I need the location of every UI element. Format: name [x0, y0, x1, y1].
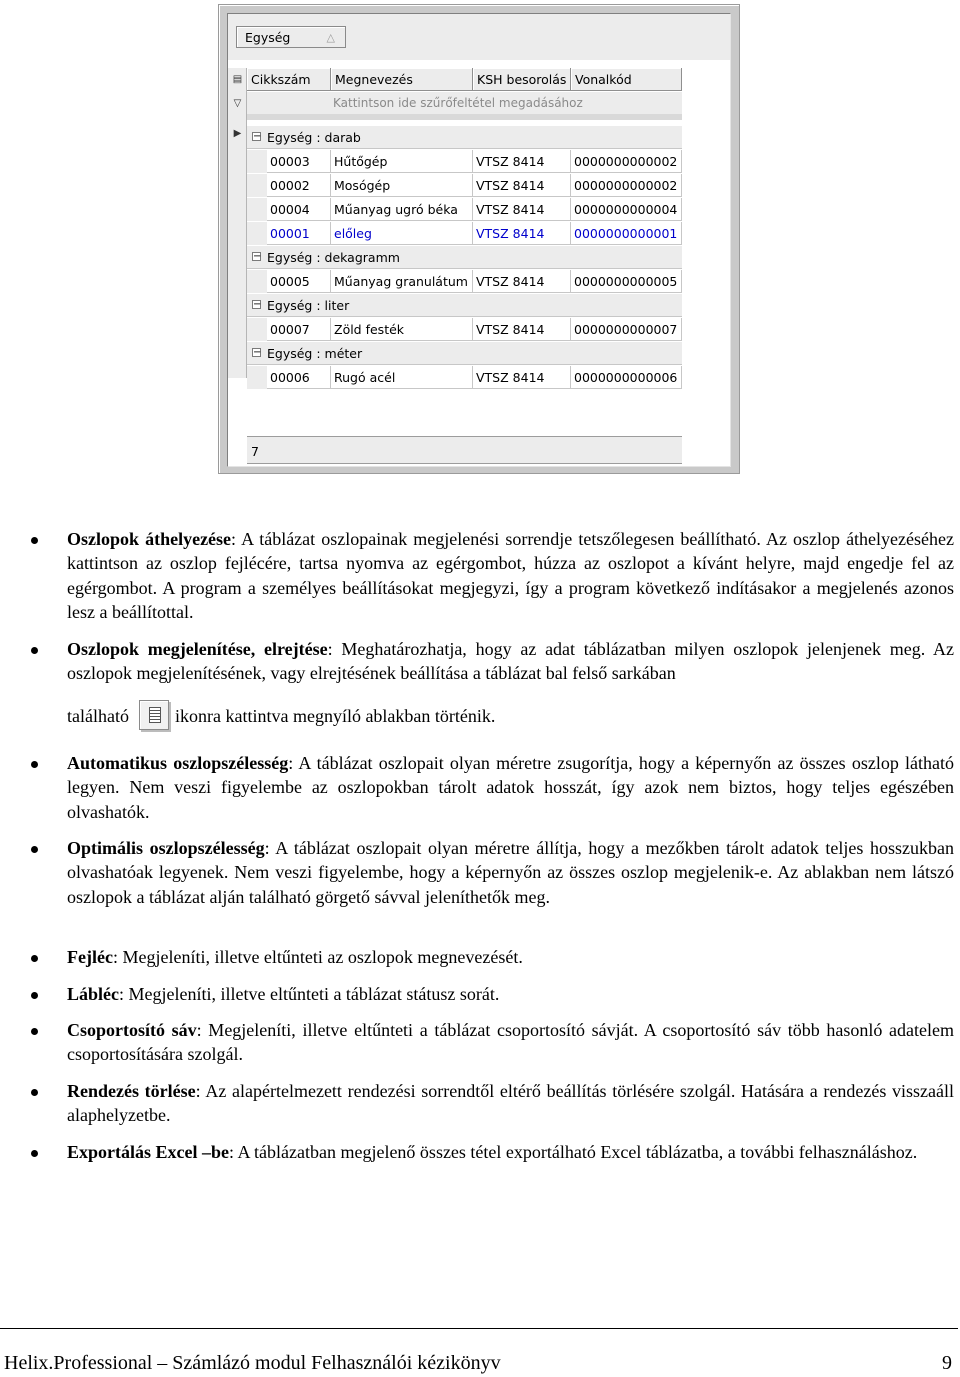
item-text: : A táblázatban megjelenő összes tétel exportálható Excel táblázatba, a további felhasználáshoz. — [229, 1142, 918, 1162]
item-title: Oszlopok áthelyezése — [67, 529, 232, 549]
table-row[interactable] — [247, 150, 682, 173]
list-item-exportalas-excel — [67, 1140, 954, 1164]
grid-footer-status — [247, 436, 682, 464]
sort-ascending-triangle-icon: △ — [326, 31, 335, 44]
bullet-icon — [31, 761, 38, 768]
group-indent — [247, 222, 267, 245]
list-item-csoportosito-sav — [67, 1018, 954, 1067]
bullet-icon — [31, 955, 38, 962]
bullet-icon — [31, 992, 38, 999]
bullet-icon — [31, 1150, 38, 1157]
current-row-arrow-icon: ▶ — [233, 128, 242, 139]
table-cell-cikkszam[interactable]: 00004 — [267, 198, 331, 221]
item-text-before-icon: található — [67, 705, 129, 726]
filter-funnel-icon[interactable]: ▽ — [233, 98, 242, 109]
column-chooser-icon — [139, 700, 169, 730]
collapse-minus-icon[interactable]: − — [253, 299, 262, 310]
item-text: : A táblázat oszlopainak megjelenési sorrendje tetszőlegesen beállítható. Az oszlop áthelyezéséhez kattintson az oszlop fejlécére, tartsa nyomva az egérgombot, húzza az oszlopot a kívánt helyre, majd engedje fel az egérgombot. A program a személyes beállításokat megjegyzi, így a program következő indításakor a megjelenés azonos lesz a beállítottal. — [67, 529, 954, 623]
list-item-automatikus-oszlopszelesseg — [67, 751, 954, 824]
filter-row[interactable] — [247, 92, 682, 115]
table-cell-ksh[interactable]: VTSZ 8414 — [473, 318, 571, 341]
collapse-minus-icon[interactable]: − — [253, 347, 262, 358]
table-cell-cikkszam[interactable]: 00003 — [267, 150, 331, 173]
table-cell-ksh[interactable]: VTSZ 8414 — [473, 174, 571, 197]
footer-title: Helix.Professional – Számlázó modul Felhasználói kézikönyv — [4, 1352, 501, 1374]
item-text: : A táblázat oszlopait olyan méretre állítja, hogy a mezőkben tárolt adatok teljes hosszukban olvashatóak legyenek. Nem veszi figyelembe, hogy a képernyőn az összes oszlop megjelenik-e. Az ablakban nem látszó oszlopok a táblázat alján található görgető sávval jeleníthetők meg. — [67, 838, 954, 907]
bullet-icon — [31, 1028, 38, 1035]
item-text: : Megjeleníti, illetve eltűnteti a táblázat státusz sorát. — [119, 984, 500, 1004]
table-row[interactable] — [247, 174, 682, 197]
collapse-minus-icon[interactable]: − — [253, 251, 262, 262]
record-count: 7 — [251, 444, 259, 459]
table-cell-cikkszam[interactable]: 00006 — [267, 366, 331, 389]
column-header-3[interactable]: Vonalkód — [571, 68, 682, 91]
item-title: Rendezés törlése — [67, 1081, 196, 1101]
group-row[interactable] — [247, 342, 682, 365]
table-cell-megnevezes[interactable]: előleg — [331, 222, 473, 245]
table-row[interactable] — [247, 366, 682, 389]
group-by-chip-label: Egység — [245, 30, 291, 45]
group-by-panel[interactable] — [228, 14, 730, 60]
table-cell-megnevezes[interactable]: Műanyag granulátum — [331, 270, 473, 293]
table-cell-cikkszam[interactable]: 00005 — [267, 270, 331, 293]
group-label: Egység : méter — [267, 346, 363, 361]
list-item-lablec — [67, 982, 954, 1006]
table-cell-ksh[interactable]: VTSZ 8414 — [473, 222, 571, 245]
item-title: Lábléc — [67, 984, 119, 1004]
table-cell-vonalkod[interactable]: 0000000000001 — [571, 222, 682, 245]
column-header-1[interactable]: Megnevezés — [331, 68, 473, 91]
bullet-icon — [31, 537, 38, 544]
group-row[interactable] — [247, 294, 682, 317]
table-cell-ksh[interactable]: VTSZ 8414 — [473, 366, 571, 389]
icon-line — [67, 700, 495, 730]
item-title: Optimális oszlopszélesség — [67, 838, 265, 858]
item-title: Csoportosító sáv — [67, 1020, 197, 1040]
table-cell-ksh[interactable]: VTSZ 8414 — [473, 198, 571, 221]
item-text: : Az alapértelmezett rendezési sorrendtől eltérő beállítás törlésére szolgál. Hatására a rendezés visszaáll alaphelyzetbe. — [67, 1081, 954, 1126]
group-indent — [247, 174, 267, 197]
table-cell-cikkszam[interactable]: 00007 — [267, 318, 331, 341]
bullet-icon — [31, 1089, 38, 1096]
grid-window — [227, 13, 731, 467]
group-row[interactable] — [247, 246, 682, 269]
column-header-2[interactable]: KSH besorolás — [473, 68, 571, 91]
group-label: Egység : dekagramm — [267, 250, 400, 265]
collapse-minus-icon[interactable]: − — [253, 131, 262, 142]
page-number: 9 — [942, 1352, 952, 1374]
table-cell-vonalkod[interactable]: 0000000000007 — [571, 318, 682, 341]
bullet-icon — [31, 647, 38, 654]
item-text: : Meghatározhatja, hogy az adat táblázatban milyen oszlopok jelenjenek meg. Az oszlopok megjelenítésének, vagy elrejtésének beállítása a táblázat bal felső sarkában — [67, 639, 954, 684]
group-label: Egység : darab — [267, 130, 361, 145]
list-item-rendezes-torlese — [67, 1079, 954, 1128]
list-item-fejlec — [67, 945, 954, 969]
item-title: Fejléc — [67, 947, 113, 967]
table-cell-ksh[interactable]: VTSZ 8414 — [473, 270, 571, 293]
table-cell-megnevezes[interactable]: Rugó acél — [331, 366, 473, 389]
table-cell-megnevezes[interactable]: Műanyag ugró béka — [331, 198, 473, 221]
table-cell-megnevezes[interactable]: Hűtőgép — [331, 150, 473, 173]
list-item-oszlopok-athelyezese — [67, 527, 954, 625]
horizontal-scroll-strip[interactable] — [247, 114, 682, 120]
list-item-oszlopok-megjelenitese — [67, 637, 954, 730]
table-cell-cikkszam[interactable]: 00002 — [267, 174, 331, 197]
table-cell-megnevezes[interactable]: Mosógép — [331, 174, 473, 197]
table-cell-vonalkod[interactable]: 0000000000002 — [571, 174, 682, 197]
table-cell-vonalkod[interactable]: 0000000000005 — [571, 270, 682, 293]
filter-placeholder: Kattintson ide szűrőfeltétel megadásához — [333, 96, 583, 110]
grid-screenshot — [218, 4, 740, 474]
table-cell-vonalkod[interactable]: 0000000000004 — [571, 198, 682, 221]
group-indent — [247, 366, 267, 389]
table-row[interactable] — [247, 198, 682, 221]
table-row[interactable] — [247, 270, 682, 293]
table-row[interactable] — [247, 222, 682, 245]
group-indent — [247, 198, 267, 221]
column-header-0[interactable]: Cikkszám — [247, 68, 331, 91]
table-cell-ksh[interactable]: VTSZ 8414 — [473, 150, 571, 173]
table-cell-megnevezes[interactable]: Zöld festék — [331, 318, 473, 341]
group-indent — [247, 318, 267, 341]
item-title: Automatikus oszlopszélesség — [67, 753, 289, 773]
bullet-icon — [31, 846, 38, 853]
group-by-chip[interactable] — [236, 26, 346, 48]
row-indicator-gutter — [228, 68, 247, 378]
table-row[interactable] — [247, 318, 682, 341]
item-text-after-icon: ikonra kattintva megnyíló ablakban történik. — [174, 705, 496, 726]
item-title: Oszlopok megjelenítése, elrejtése — [67, 639, 328, 659]
item-text: : Megjeleníti, illetve eltűnteti a táblázat csoportosító sávját. A csoportosító sáv több hasonló adatelem csoportosítására szolgál. — [67, 1020, 954, 1065]
group-indent — [247, 270, 267, 293]
item-text: : Megjeleníti, illetve eltűnteti az oszlopok megnevezését. — [112, 947, 523, 967]
table-cell-vonalkod[interactable]: 0000000000002 — [571, 150, 682, 173]
item-text: : A táblázat oszlopait olyan méretre zsugorítja, hogy a képernyőn az összes oszlop látható legyen. Nem veszi figyelembe az oszlopokban tárolt adatok hosszát, így azok nem biztos, hogy teljes egészében olvashatók. — [67, 753, 954, 822]
list-item-optimalis-oszlopszelesseg — [67, 836, 954, 909]
group-row[interactable] — [247, 126, 682, 149]
footer-rule — [0, 1328, 958, 1329]
item-title: Exportálás Excel –be — [67, 1142, 229, 1162]
column-chooser-icon[interactable]: ▤ — [232, 74, 243, 85]
table-cell-vonalkod[interactable]: 0000000000006 — [571, 366, 682, 389]
group-indent — [247, 150, 267, 173]
table-cell-cikkszam[interactable]: 00001 — [267, 222, 331, 245]
group-label: Egység : liter — [267, 298, 350, 313]
